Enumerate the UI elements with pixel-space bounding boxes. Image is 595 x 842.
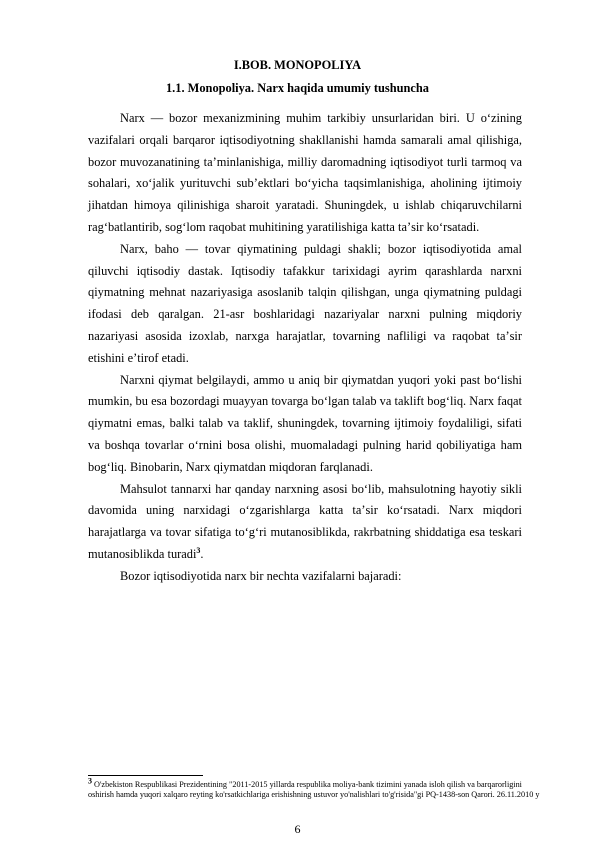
body-text — [88, 108, 522, 588]
paragraph-1: Narx — bozor mexanizmining muhim tarkibiy unsurlaridan biri. U oʻzining vazifalari orqali barqaror iqtisodiyotning shakllanishi hamda samarali amal qilishiga, bozor muvozanatining taʼminlanishiga, milliy daromadning iqtisodiyot turli tarmoq va sohalari, xoʻjalik yurituvchi subʼektlari boʻyicha taqsimlanishiga, aholining ijtimoiy jihatdan himoya qilinishiga sharoit yaratadi. Shuningdek, u ishlab chiqaruvchilarni ragʻbatlantirib, sogʻlom raqobat muhitining yaratilishiga katta taʼsir koʻrsatadi. — [88, 111, 522, 234]
chapter-heading: I.BOB. MONOPOLIYA — [233, 58, 362, 72]
footnote-reference[interactable]: 3 — [196, 545, 201, 555]
paragraph-2: Narx, baho — tovar qiymatining puldagi shakli; bozor iqtisodiyotida amal qiluvchi iqtisodiy dastak. Iqtisodiy tafakkur tarixidagi ayrim qarashlarda narxni qiymatning mehnat nazariyasiga asoslanib talqin qilishgan, unga qiymatning puldagi ifodasi deb qaralgan. 21-asr boshlaridagi nazariyalar narxni pulning miqdoriy nazariyasi asosida izoxlab, narxga harajatlar, tovarning nafliligi va raqobat taʼsir etishini eʼtirof etadi. — [88, 241, 522, 365]
paragraph-5: Bozor iqtisodiyotida narx bir nechta vazifalarni bajaradi: — [120, 568, 402, 583]
footnote-text: O'zbekiston Respublikasi Prezidentining "2011-2015 yillarda respublika moliya-bank tizimini yanada isloh qilish va barqarorligini oshirish hamda yuqori xalqaro reyting ko'rsatkichlariga erishishning ustuvor yo'nalishlari to'g'risida"gi PQ-1438-son Qarori. 26.11.2010 y — [88, 780, 540, 800]
paragraph-4-text: Mahsulot tannarxi har qanday narxning asosi boʻlib, mahsulotning hayotiy sikli davomida uning narxidagi oʻzgarishlarga katta taʼsir koʻrsatadi. Narx miqdori harajatlarga va tovar sifatiga toʻgʻri mutanosiblikda, rakrbatning shiddatiga esa teskari mutanosiblikda turadi — [88, 481, 522, 561]
section-heading: 1.1. Monopoliya. Narx haqida umumiy tushuncha — [165, 81, 430, 95]
footnote-marker: 3 — [88, 776, 92, 786]
footnote — [88, 776, 548, 801]
page-number: 6 — [294, 822, 301, 836]
paragraph-4-end: . — [200, 546, 204, 561]
footnote-divider — [88, 775, 203, 776]
paragraph-3: Narxni qiymat belgilaydi, ammo u aniq bir qiymatdan yuqori yoki past boʻlishi mumkin, bu esa bozordagi muayyan tovarga boʻlgan talab va taklift bogʻliq. Narx faqat qiymatni emas, balki talab va taklif, shuningdek, tovarning ijtimoiy foydaliligi, sifati va boshqa tovarlar oʻrnini bosa olishi, muomaladagi pulning harid qobiliyatiga ham bogʻliq. Binobarin, Narx qiymatdan miqdoran farqlanadi. — [88, 372, 522, 474]
paragraph-4 — [88, 479, 522, 566]
